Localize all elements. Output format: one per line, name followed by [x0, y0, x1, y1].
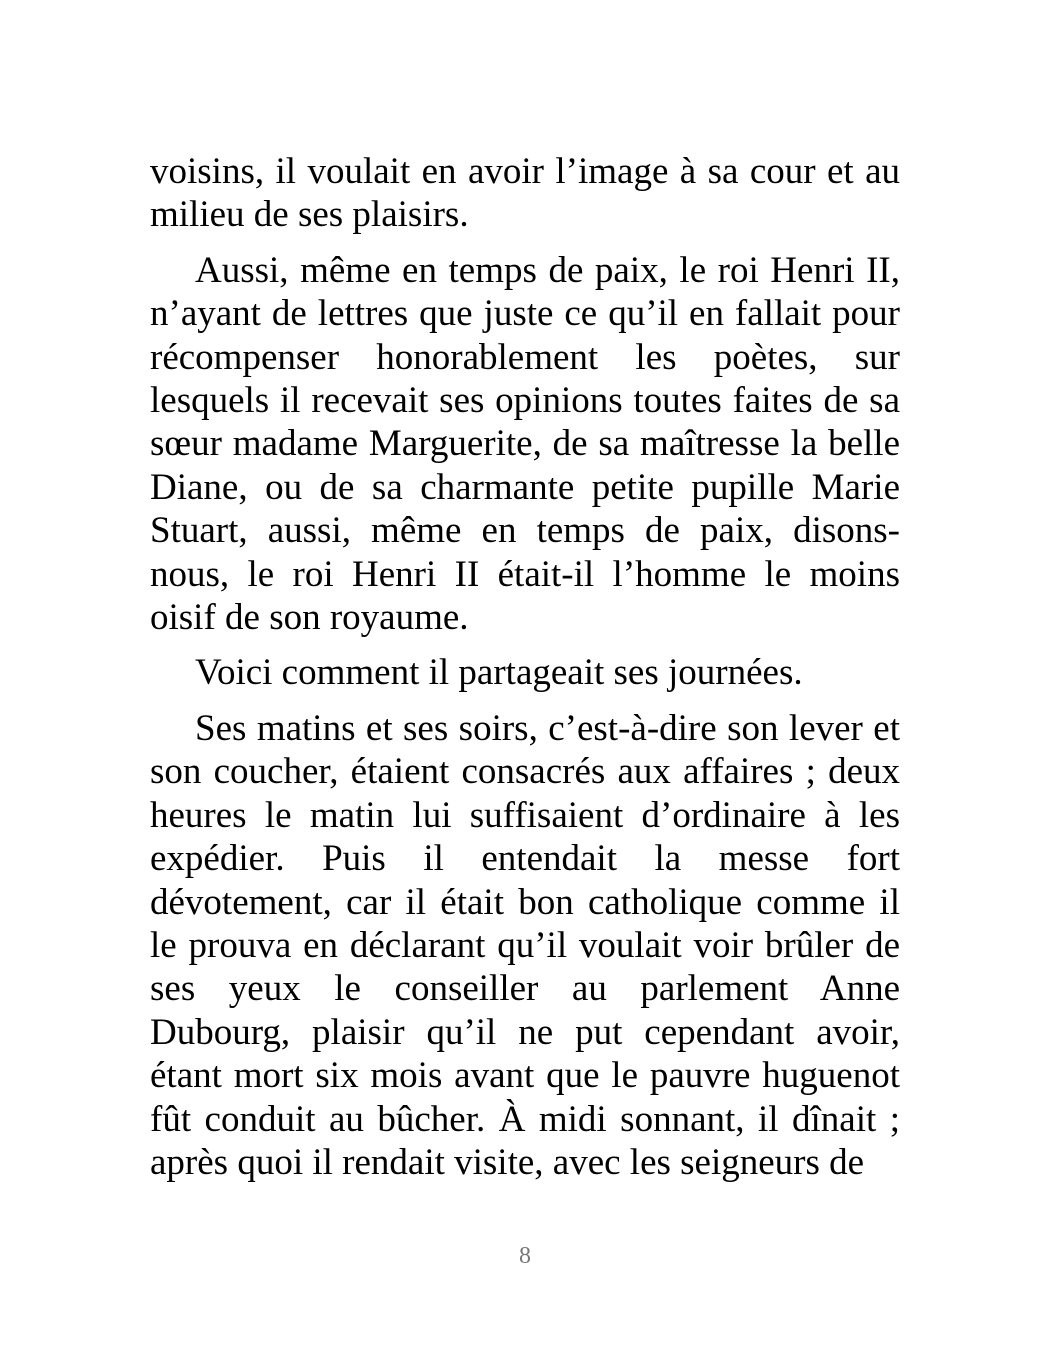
paragraph-henri-ii: Aussi, même en temps de paix, le roi Henri II, n’ayant de lettres que juste ce qu’il en fallait pour récompenser honorablement les poètes, sur lesquels il recevait ses opinions toutes faites de sa sœur madame Marguerite, de sa maîtresse la belle Diane, ou de sa charmante petite pupille Marie Stuart, aussi, même en temps de paix, disons-nous, le roi Henri II était-il l’homme le moins oisif de son royaume. [150, 249, 900, 639]
paragraph-continuation: voisins, il voulait en avoir l’image à sa cour et au milieu de ses plaisirs. [150, 151, 900, 236]
page-body [150, 150, 900, 1196]
paragraph-matins-soirs: Ses matins et ses soirs, c’est-à-dire son lever et son coucher, étaient consacrés aux affaires ; deux heures le matin lui suffisaient d’ordinaire à les expédier. Puis il entendait la messe fort dévotement, car il était bon catholique comme il le prouva en déclarant qu’il voulait voir brûler de ses yeux le conseiller au parlement Anne Dubourg, plaisir qu’il ne put cependant avoir, étant mort six mois avant que le pauvre huguenot fût conduit au bûcher. À midi sonnant, il dînait ; après quoi il rendait visite, avec les seigneurs de [150, 707, 900, 1183]
paragraph-journees: Voici comment il partageait ses journées. [195, 652, 803, 694]
page-number: 8 [519, 1243, 531, 1269]
